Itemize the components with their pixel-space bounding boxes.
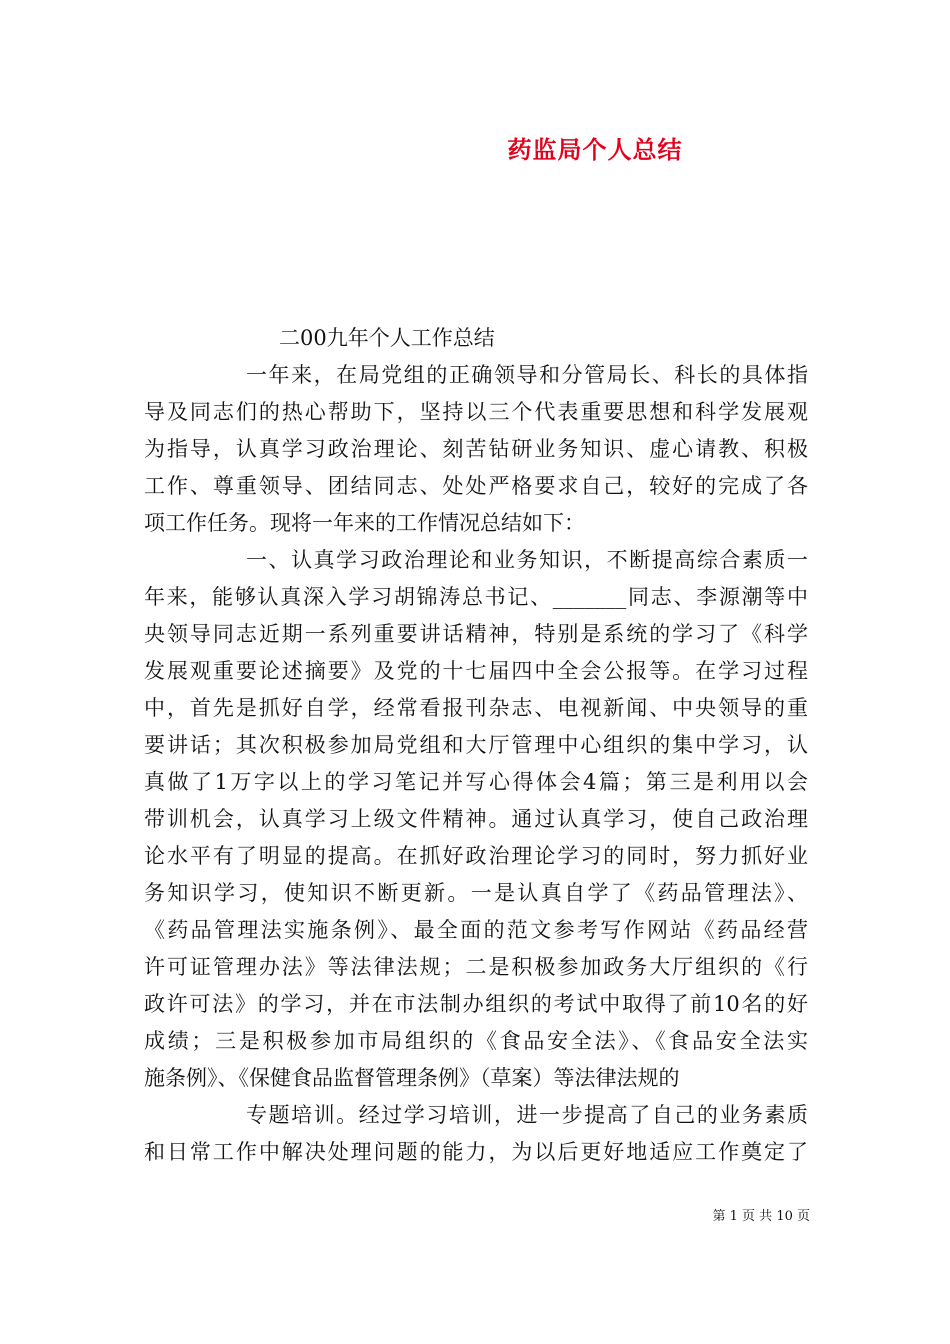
body-line: 年来，能够认真深入学习胡锦涛总书记、_______同志、李源潮等中 xyxy=(144,585,808,609)
document-title: 药监局个人总结 xyxy=(507,135,683,164)
body-line: 要讲话；其次积极参加局党组和大厅管理中心组织的集中学习，认 xyxy=(144,733,808,757)
body-line: 为指导，认真学习政治理论、刻苦钻研业务知识、虚心请教、积极 xyxy=(144,437,808,461)
page-number: 第 1 页 共 10 页 xyxy=(712,1209,810,1224)
body-line: 发展观重要论述摘要》及党的十七届四中全会公报等。在学习过程 xyxy=(144,659,808,683)
body-line: 一、认真学习政治理论和业务知识，不断提高综合素质一 xyxy=(246,548,808,572)
body-line: 央领导同志近期一系列重要讲话精神，特别是系统的学习了《科学 xyxy=(144,622,808,646)
body-line: 导及同志们的热心帮助下，坚持以三个代表重要思想和科学发展观 xyxy=(144,400,808,424)
body-line: 许可证管理办法》等法律法规；二是积极参加政务大厅组织的《行 xyxy=(144,955,808,979)
document-body xyxy=(144,320,808,1171)
body-line: 务知识学习，使知识不断更新。一是认真自学了《药品管理法》、 xyxy=(144,881,808,905)
body-line: 中，首先是抓好自学，经常看报刊杂志、电视新闻、中央领导的重 xyxy=(144,696,808,720)
body-line: 带训机会，认真学习上级文件精神。通过认真学习，使自己政治理 xyxy=(144,807,808,831)
body-line: 和日常工作中解决处理问题的能力，为以后更好地适应工作奠定了 xyxy=(144,1140,808,1164)
document-subtitle: 二00九年个人工作总结 xyxy=(279,326,495,350)
body-line: 论水平有了明显的提高。在抓好政治理论学习的同时，努力抓好业 xyxy=(144,844,808,868)
body-line: 政许可法》的学习，并在市法制办组织的考试中取得了前10名的好 xyxy=(144,992,808,1016)
body-line: 施条例》、《保健食品监督管理条例》（草案）等法律法规的 xyxy=(144,1066,680,1090)
body-line: 专题培训。经过学习培训，进一步提高了自己的业务素质 xyxy=(246,1103,808,1127)
body-line: 《药品管理法实施条例》、最全面的范文参考写作网站《药品经营 xyxy=(144,918,808,942)
body-line: 项工作任务。现将一年来的工作情况总结如下： xyxy=(144,511,585,535)
body-line: 真做了1万字以上的学习笔记并写心得体会4篇；第三是利用以会 xyxy=(144,770,808,794)
body-line: 一年来，在局党组的正确领导和分管局长、科长的具体指 xyxy=(246,363,808,387)
body-line: 工作、尊重领导、团结同志、处处严格要求自己，较好的完成了各 xyxy=(144,474,808,498)
body-line: 成绩；三是积极参加市局组织的《食品安全法》、《食品安全法实 xyxy=(144,1029,808,1053)
